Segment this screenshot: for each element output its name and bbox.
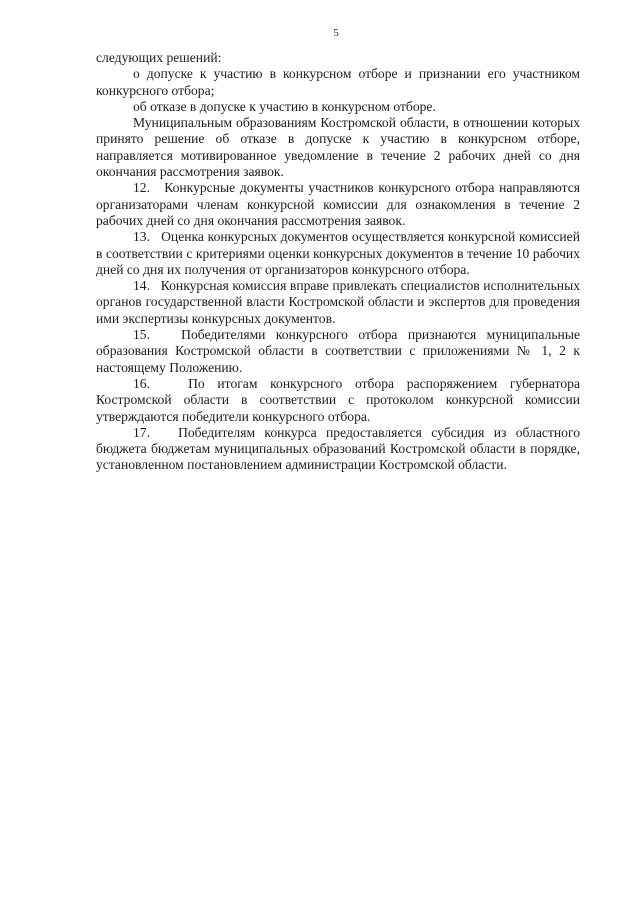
- paragraph-decisions-intro: следующих решений:: [96, 50, 222, 65]
- clause-13: 13. Оценка конкурсных документов осуществляется конкурсной комиссией в соответствии с критериями оценки конкурсных документов в течение 10 рабочих дней со дня их получения от организаторов конкурсного отбора.: [96, 229, 580, 277]
- clause-16: 16. По итогам конкурсного отбора распоряжением губернатора Костромской области в соответствии с протоколом конкурсной комиссии утверждаются победители конкурсного отбора.: [96, 375, 580, 424]
- clause-17: 17. Победителям конкурса предоставляется субсидия из областного бюджета бюджетам муниципальных образований Костромской области в порядке, установленном постановлением администрации Костромской области.: [96, 424, 580, 473]
- paragraph-refusal-decision: об отказе в допуске к участию в конкурсном отборе.: [133, 98, 436, 114]
- clause-15: 15. Победителями конкурсного отбора признаются муниципальные образования Костромской области в соответствии с приложениями № 1, 2 к настоящему Положению.: [96, 327, 580, 375]
- paragraph-refusal-notice: Муниципальным образованиям Костромской области, в отношении которых принято решение об отказе в допуске к участию в конкурсном отборе, направляется мотивированное уведомление в течение 2 рабочих дней со дня окончания рассмотрения заявок.: [96, 115, 580, 180]
- page-number: 5: [333, 27, 339, 39]
- clause-12: 12. Конкурсные документы участников конкурсного отбора направляются организаторами членам конкурсной комиссии для ознакомления в течение 2 рабочих дней со дня окончания рассмотрения заявок.: [96, 180, 580, 228]
- clause-14: 14. Конкурсная комиссия вправе привлекать специалистов исполнительных органов государственной власти Костромской области и экспертов для проведения ими экспертизы конкурсных документов.: [96, 278, 580, 326]
- document-body: [96, 50, 580, 474]
- paragraph-admission-decision: о допуске к участию в конкурсном отборе и признании его участником конкурсного отбора;: [96, 66, 580, 98]
